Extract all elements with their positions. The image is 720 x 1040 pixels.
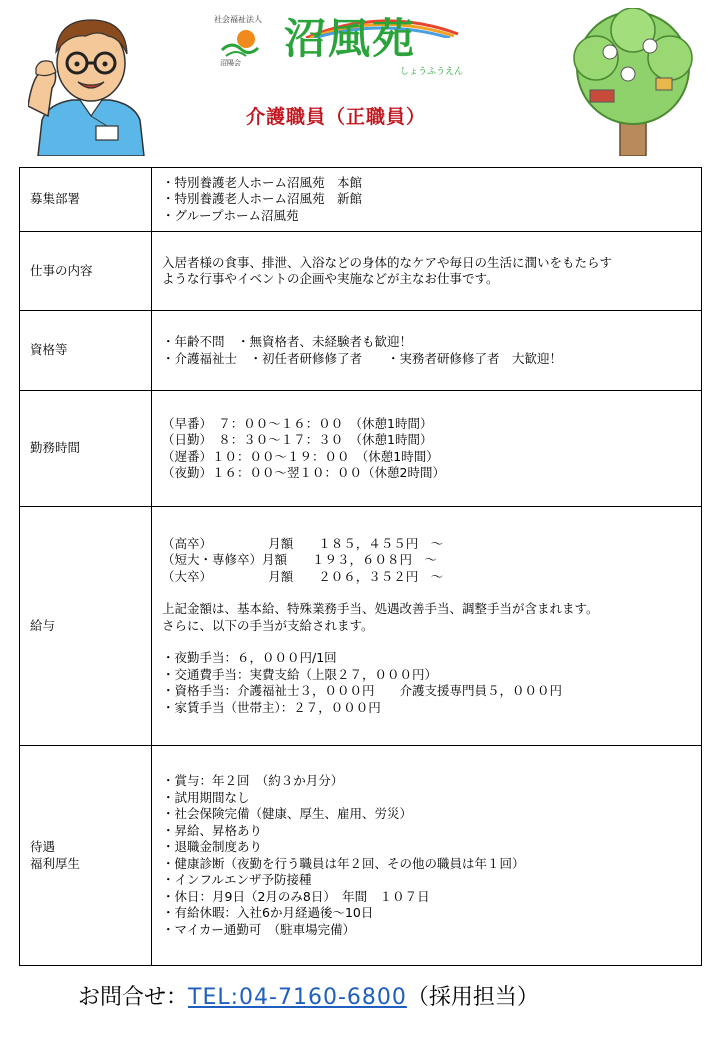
table-row <box>20 391 702 507</box>
content-line: ・有給休暇：入社6か月経過後～10日 <box>162 905 374 920</box>
content-line: ・昇給、昇格あり <box>162 822 263 838</box>
row-content <box>152 311 702 391</box>
content-line: ・介護福祉士 ・初任者研修修了者 ・実務者研修修了者 大歓迎！ <box>162 350 563 366</box>
row-label-text: 福利厚生 <box>30 855 81 871</box>
table-row <box>20 232 702 311</box>
content-line: ・特別養護老人ホーム沼風苑 新館 <box>162 191 363 207</box>
phone-link[interactable]: TEL:04-7160-6800 <box>188 985 407 1010</box>
content-line: ・健康診断（夜勤を行う職員は年２回、その他の職員は年１回） <box>162 855 525 871</box>
row-content <box>152 232 702 311</box>
table-row <box>20 507 702 746</box>
row-label <box>20 507 152 746</box>
content-line: （早番） ７：００～１６：００ （休憩1時間） <box>162 415 433 431</box>
job-details-body <box>20 168 702 966</box>
row-label-text: 給与 <box>30 617 56 633</box>
content-line: ・休日：月9日（2月のみ8日） 年間 １０７日 <box>162 888 430 904</box>
contact-label: お問合せ： <box>78 985 189 1010</box>
table-row <box>20 168 702 232</box>
content-line: （夜勤）１６：００～翌１０：００（休憩2時間） <box>162 465 445 480</box>
row-label-text: 勤務時間 <box>30 440 81 456</box>
sun-logo-icon <box>220 28 260 58</box>
row-label <box>20 311 152 391</box>
row-label <box>20 232 152 311</box>
job-title: 介護職員（正職員） <box>246 106 427 128</box>
row-label <box>20 391 152 507</box>
content-line: ・インフルエンザ予防接種 <box>162 872 312 887</box>
row-content <box>152 507 702 746</box>
content-line: ・特別養護老人ホーム沼風苑 本館 <box>162 174 363 190</box>
logo-name: 沼風苑 <box>284 14 417 63</box>
content-line: ・マイカー通勤可 （駐車場完備） <box>162 921 356 937</box>
content-line: ・資格手当：介護福祉士３，０００円 介護支援専門員５，０００円 <box>162 683 563 699</box>
content-line: さらに、以下の手当が支給されます。 <box>162 617 374 633</box>
row-label-text: 資格等 <box>30 342 68 358</box>
content-line: ・交通費手当：実費支給（上限２７，０００円） <box>162 666 438 682</box>
content-line <box>162 634 701 650</box>
content-line: ・夜勤手当：６，０００円/1回 <box>162 650 337 666</box>
row-content <box>152 391 702 507</box>
content-line: ・退職金制度あり <box>162 839 263 854</box>
tree-illustration <box>566 8 700 156</box>
contact-line <box>78 980 539 1011</box>
job-details-table <box>19 167 702 966</box>
content-line: ・賞与：年２回 （約３か月分） <box>162 773 344 788</box>
row-label-text: 待遇 <box>30 839 56 854</box>
row-label-text: 募集部署 <box>30 191 81 207</box>
content-line: （日勤） ８：３０～１７：３０ （休憩1時間） <box>162 432 433 447</box>
content-line: ような行事やイベントの企画や実施などが主なお仕事です。 <box>162 271 499 286</box>
content-line: ・試用期間なし <box>162 789 250 805</box>
content-line: （高卒） 月額 １８５，４５５円 ～ <box>162 535 444 551</box>
content-line: （大卒） 月額 ２０６，３５２円 ～ <box>162 568 444 584</box>
page-header <box>0 0 720 160</box>
content-line: ・家賃手当（世帯主）：２７，０００円 <box>162 699 381 715</box>
content-line: ・年齢不問 ・無資格者、未経験者も歓迎！ <box>162 334 413 349</box>
content-line <box>162 585 701 601</box>
row-label <box>20 168 152 232</box>
facility-logo <box>214 14 474 78</box>
contact-note: （採用担当） <box>406 985 539 1010</box>
content-line: ・社会保険完備（健康、厚生、雇用、労災） <box>162 806 413 821</box>
staff-mascot-illustration <box>28 8 154 156</box>
logo-kana: しょうふうえん <box>400 67 464 77</box>
table-row <box>20 311 702 391</box>
content-line: 入居者様の食事、排泄、入浴などの身体的なケアや毎日の生活に潤いをもたらす <box>162 254 613 270</box>
content-line: 上記金額は、基本給、特殊業務手当、処遇改善手当、調整手当が含まれます。 <box>162 601 599 617</box>
content-line: （短大・専修卒）月額 １９３，６０８円 ～ <box>162 552 438 568</box>
logo-corp-name: 沼陽会 <box>220 59 241 67</box>
row-content <box>152 746 702 966</box>
row-label <box>20 746 152 966</box>
row-label-text: 仕事の内容 <box>30 262 93 278</box>
content-line: （遅番）１０：００～１９：００ （休憩1時間） <box>162 448 439 464</box>
content-line: ・グループホーム沼風苑 <box>162 207 299 223</box>
table-row <box>20 746 702 966</box>
row-content <box>152 168 702 232</box>
logo-corp-type: 社会福祉法人 <box>214 15 262 24</box>
